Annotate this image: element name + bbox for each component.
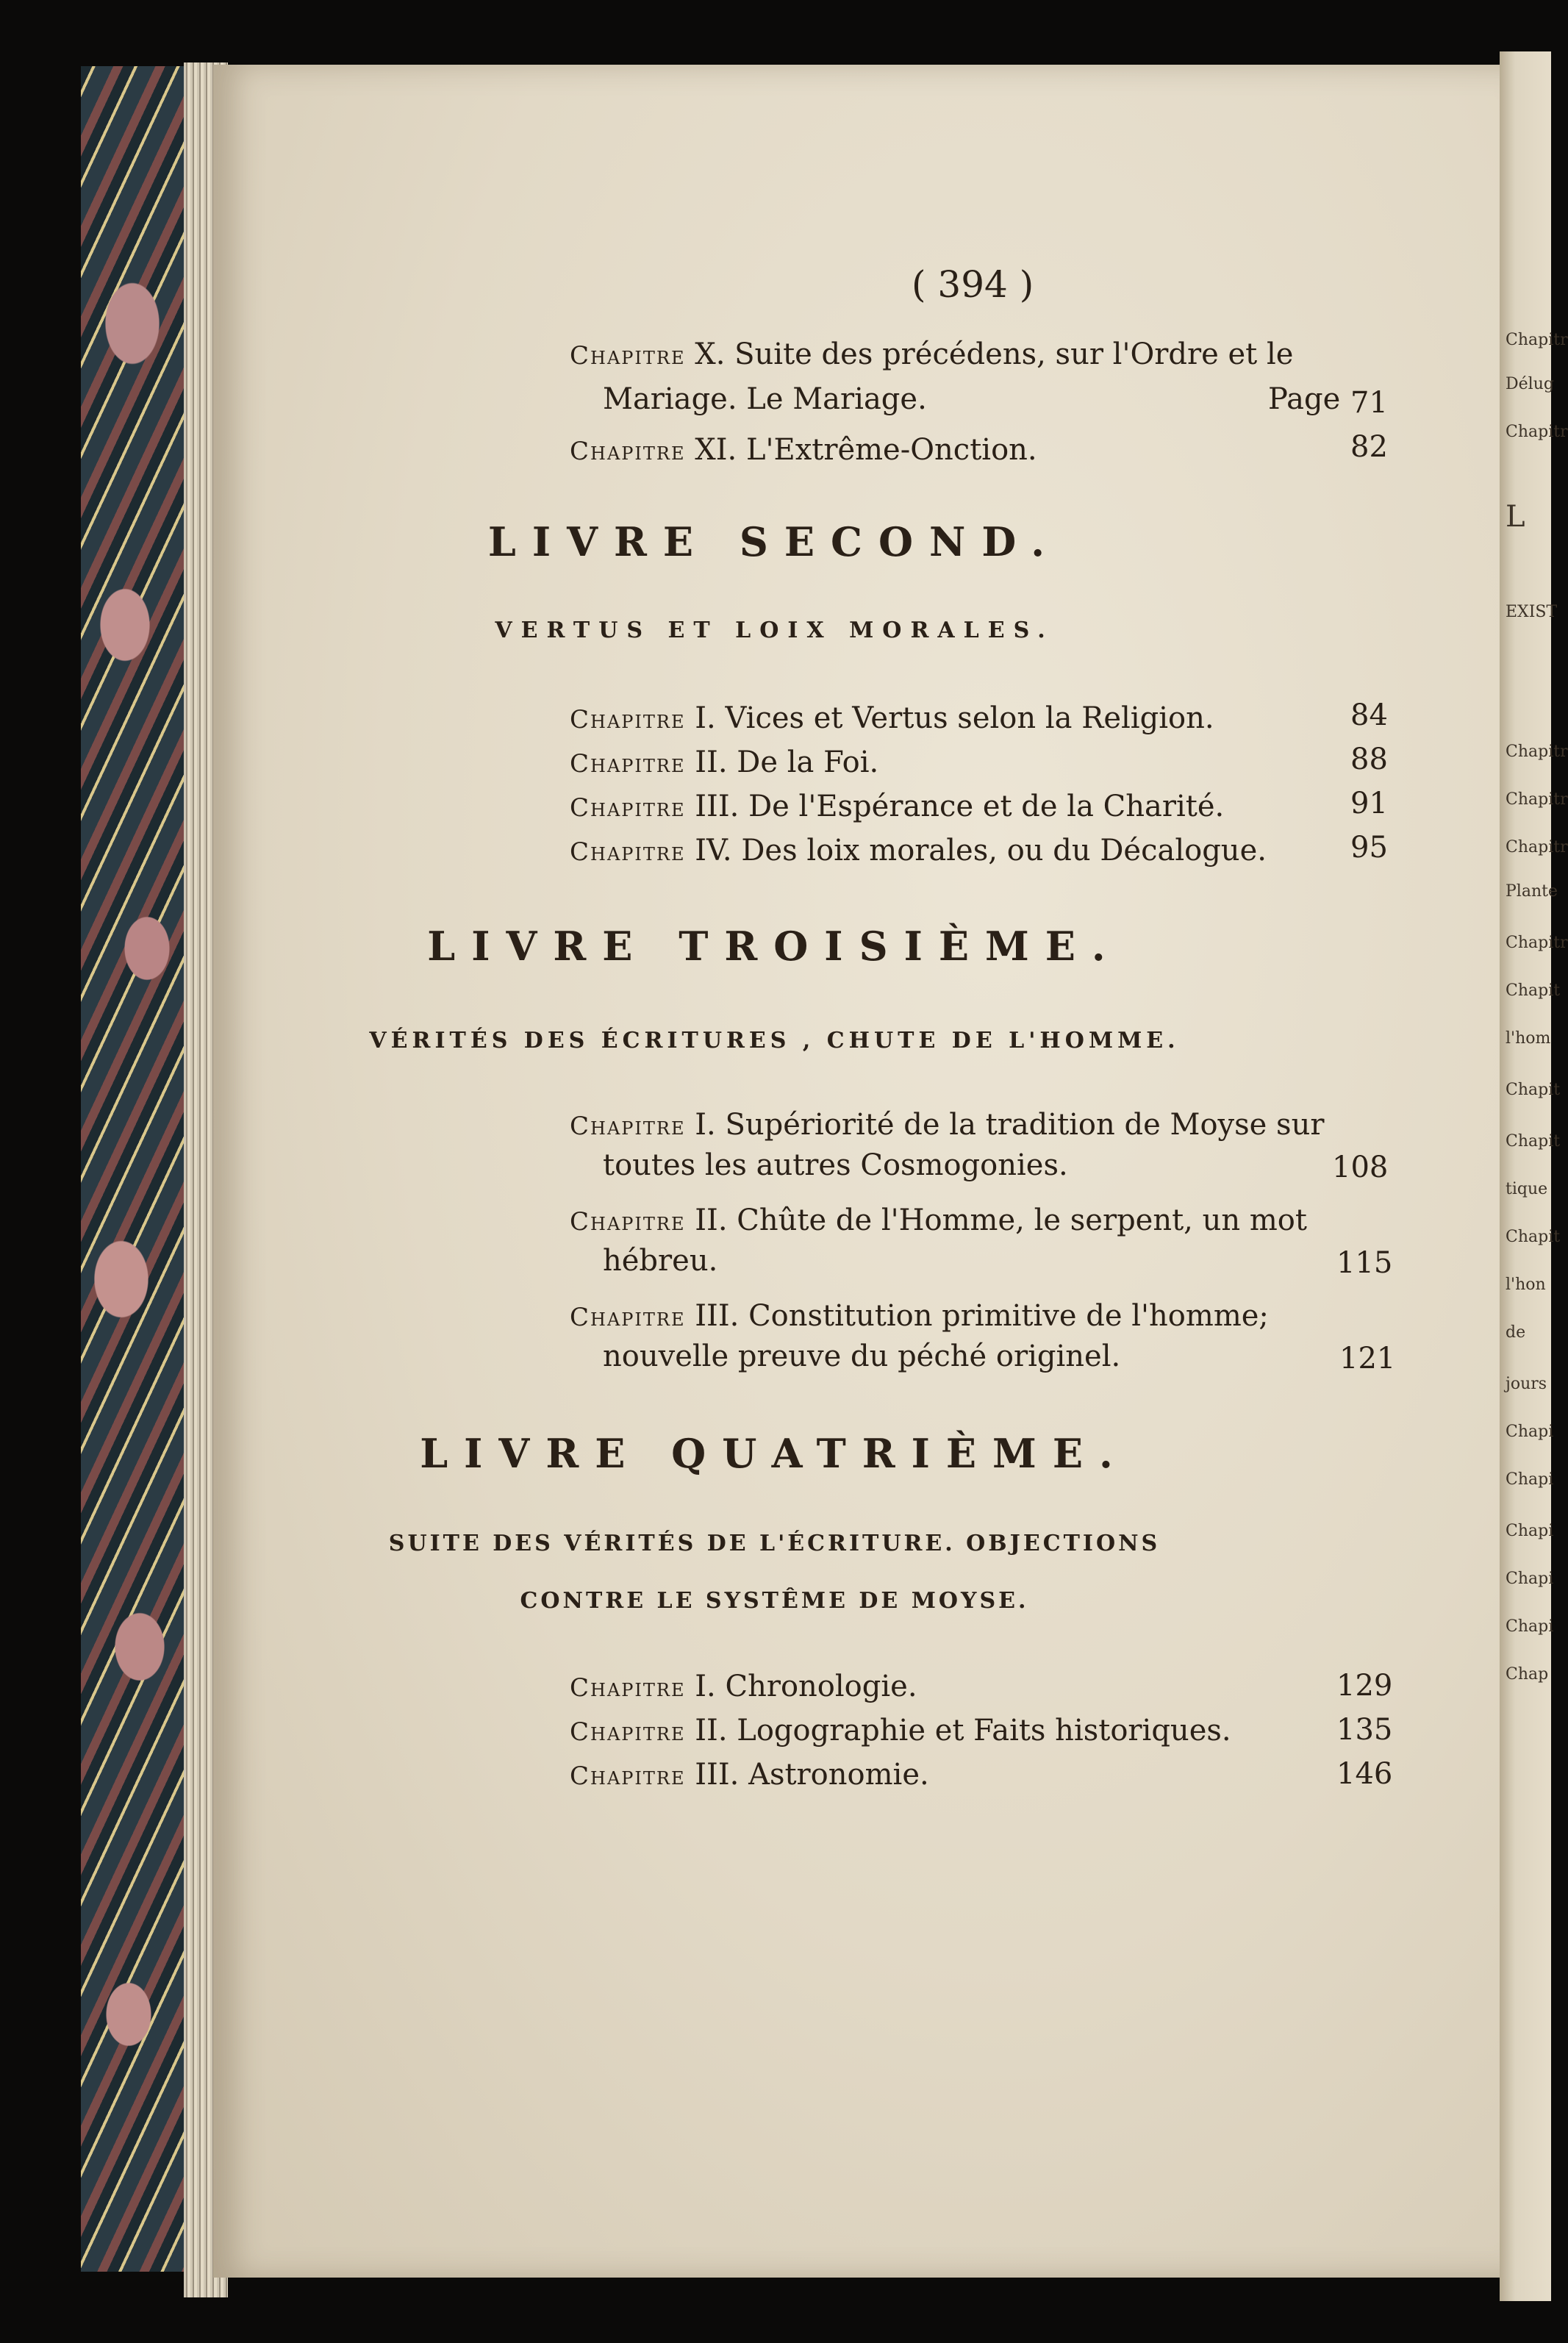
toc-entry: Chapitre IV. Des loix morales, ou du Décalogue.: [570, 834, 1267, 868]
next-page-fragment: Chapi: [1506, 1470, 1554, 1489]
next-page-fragment: Chapitr: [1506, 743, 1568, 761]
next-page-fragment: Chapitr: [1506, 838, 1568, 856]
section-heading: LIVRE TROISIÈME.: [427, 923, 1122, 970]
next-page-fragment: L: [1506, 500, 1525, 534]
next-page-fragment: Chapit: [1506, 1132, 1561, 1151]
toc-entry: Chapitre I. Chronologie.: [570, 1670, 917, 1703]
toc-page: 82: [1350, 430, 1388, 464]
next-page-fragment: Chapit: [1506, 981, 1561, 1000]
toc-page: 146: [1336, 1757, 1393, 1791]
toc-entry-cont: toutes les autres Cosmogonies.: [603, 1148, 1068, 1182]
next-page-fragment: Chapit: [1506, 1081, 1561, 1099]
toc-entry: Chapitre I. Supériorité de la tradition de Moyse sur: [570, 1108, 1325, 1142]
toc-entry-cont: Mariage. Le Mariage.: [603, 382, 927, 416]
next-page-fragment: Chapi: [1506, 1522, 1554, 1540]
toc-page: 121: [1339, 1342, 1396, 1376]
next-page-fragment: Chapit: [1506, 1228, 1561, 1246]
section-subheading: SUITE DES VÉRITÉS DE L'ÉCRITURE. OBJECTIONS: [388, 1531, 1161, 1556]
toc-entry-cont: nouvelle preuve du péché originel.: [603, 1339, 1121, 1373]
next-page-fragment: tique: [1506, 1180, 1548, 1198]
toc-entry: Chapitre II. Chûte de l'Homme, le serpent, un mot: [570, 1203, 1307, 1237]
toc-entry: Chapitre III. De l'Espérance et de la Charité.: [570, 790, 1225, 823]
next-page-fragment: jours: [1506, 1375, 1547, 1393]
page-label: Page: [1268, 382, 1341, 416]
toc-entry: Chapitre X. Suite des précédens, sur l'Ordre et le: [570, 337, 1294, 371]
next-page-fragment: Chapitr: [1506, 423, 1568, 441]
toc-page: 84: [1350, 698, 1388, 732]
next-page-fragment: EXIST: [1506, 603, 1558, 621]
next-page-fragment: Chapitr: [1506, 790, 1568, 809]
toc-page: 108: [1332, 1151, 1389, 1184]
next-page-fragment: Chapi: [1506, 1617, 1554, 1636]
toc-entry: Chapitre XI. L'Extrême-Onction.: [570, 433, 1037, 467]
next-page-fragment: Chapitr: [1506, 331, 1568, 349]
page-number: ( 394 ): [912, 263, 1034, 306]
section-heading: LIVRE QUATRIÈME.: [420, 1430, 1129, 1477]
toc-page: 95: [1350, 831, 1388, 865]
toc-entry: Chapitre I. Vices et Vertus selon la Religion.: [570, 701, 1214, 735]
section-subheading: VERTUS ET LOIX MORALES.: [495, 618, 1054, 643]
section-heading: LIVRE SECOND.: [487, 518, 1062, 565]
toc-page: 135: [1336, 1713, 1393, 1747]
toc-page: 129: [1336, 1669, 1393, 1703]
toc-entry: Chapitre III. Astronomie.: [570, 1758, 929, 1792]
next-page-fragment: Plante: [1506, 882, 1558, 901]
next-page-fragment: Chapi: [1506, 1570, 1554, 1588]
toc-page: 88: [1350, 743, 1388, 776]
next-page-fragment: l'hom: [1506, 1029, 1551, 1048]
toc-page: 71: [1350, 386, 1388, 420]
section-subheading: CONTRE LE SYSTÊME DE MOYSE.: [520, 1588, 1029, 1614]
next-page-fragment: Chapitr: [1506, 934, 1568, 952]
toc-page: 91: [1350, 787, 1388, 820]
toc-entry: Chapitre II. De la Foi.: [570, 745, 879, 779]
toc-page: 115: [1336, 1246, 1393, 1280]
next-page-fragment: Délug: [1506, 375, 1554, 393]
toc-entry: Chapitre III. Constitution primitive de l'homme;: [570, 1299, 1269, 1333]
toc-entry-cont: hébreu.: [603, 1244, 718, 1278]
next-page-fragment: de: [1506, 1323, 1526, 1342]
next-page-fragment: Chapi: [1506, 1423, 1554, 1441]
next-page-fragment: l'hon: [1506, 1276, 1546, 1294]
next-page-fragment: Chap: [1506, 1665, 1549, 1684]
toc-entry: Chapitre II. Logographie et Faits historiques.: [570, 1714, 1231, 1748]
section-subheading: VÉRITÉS DES ÉCRITURES , CHUTE DE L'HOMME.: [369, 1028, 1180, 1054]
